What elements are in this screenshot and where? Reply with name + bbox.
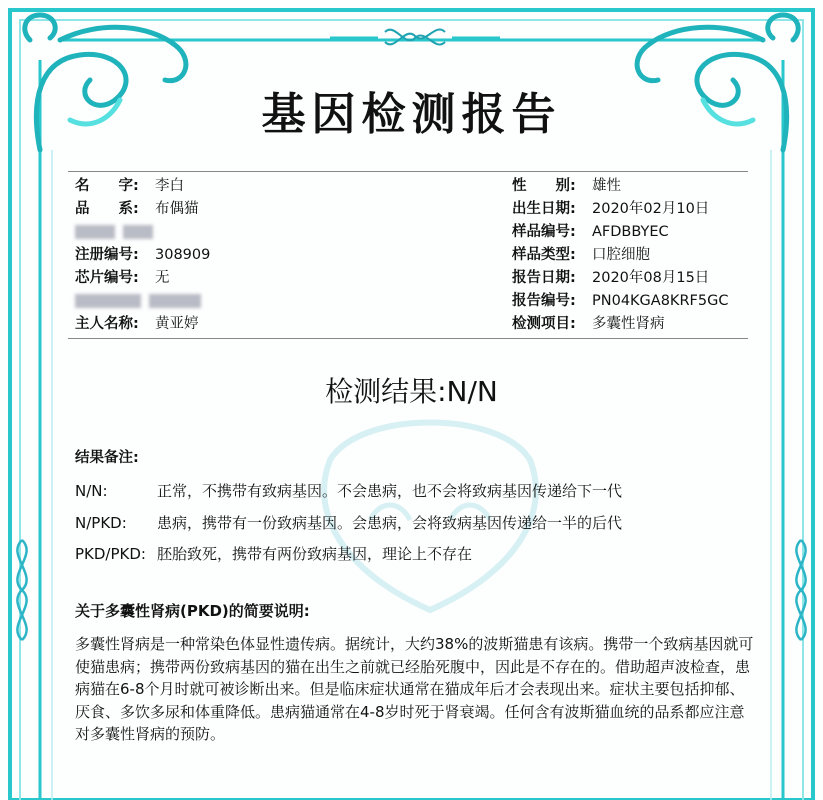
dna-left-icon bbox=[17, 540, 26, 640]
info-row-reg-number: 注册编号: 308909 bbox=[75, 247, 211, 263]
info-row-report-date: 报告日期: 2020年08月15日 bbox=[512, 270, 710, 286]
info-row-sample-number: 样品编号: AFDBBYEC bbox=[512, 224, 669, 240]
info-row-chip-number: 芯片编号: 无 bbox=[75, 270, 170, 286]
info-row-redacted-2 bbox=[75, 290, 210, 313]
description-heading: 关于多囊性肾病(PKD)的简要说明: bbox=[75, 602, 310, 620]
redacted-field bbox=[75, 225, 115, 239]
redacted-field bbox=[75, 294, 141, 308]
divider-bottom bbox=[68, 338, 748, 339]
redacted-value bbox=[123, 225, 153, 239]
test-result: 检测结果:N/N bbox=[325, 375, 498, 408]
dna-top-icon bbox=[330, 30, 500, 45]
info-row-sex: 性 别: 雄性 bbox=[512, 178, 621, 194]
info-row-test-item: 检测项目: 多囊性肾病 bbox=[512, 316, 665, 332]
note-row-npkd: N/PKD: 患病，携带有一份致病基因。会患病，会将致病基因传递给一半的后代 bbox=[75, 514, 623, 532]
dna-right-icon bbox=[796, 540, 805, 640]
redacted-value bbox=[149, 294, 201, 308]
right-info-block bbox=[512, 175, 728, 336]
info-row-redacted-1 bbox=[75, 221, 210, 244]
info-row-name: 名 字: 李白 bbox=[75, 178, 184, 194]
notes-heading: 结果备注: bbox=[75, 450, 139, 466]
info-row-birth-date: 出生日期: 2020年02月10日 bbox=[512, 201, 710, 217]
note-row-pkdpkd: PKD/PKD: 胚胎致死，携带有两份致病基因，理论上不存在 bbox=[75, 545, 473, 563]
info-row-report-number: 报告编号: PN04KGA8KRF5GC bbox=[512, 293, 729, 309]
note-row-nn: N/N: 正常，不携带有致病基因。不会患病，也不会将致病基因传递给下一代 bbox=[75, 482, 623, 500]
description-text: 多囊性肾病是一种常染色体显性遗传病。据统计，大约38%的波斯猫患有该病。携带一个致病基因就可使猫患病；携带两份致病基因的猫在出生之前就已经胎死腹中，因此是不存在的。借助超声波检查，患病猫在6-8个月时就可被诊断出来。但是临床症状通常在猫成年后才会表现出来。症状主要包括抑郁、厌食、多饮多尿和体重降低。患病猫通常在4-8岁时死于肾衰竭。任何含有波斯猫血统的品系都应注意对多囊性肾病的预防。 bbox=[75, 635, 754, 743]
info-row-breed: 品 系: 布偶猫 bbox=[75, 201, 199, 217]
left-info-block bbox=[75, 175, 210, 336]
divider-top bbox=[68, 171, 748, 172]
info-row-owner: 主人名称: 黄亚婷 bbox=[75, 316, 199, 332]
report-title: 基因检测报告 bbox=[261, 89, 562, 140]
info-row-sample-type: 样品类型: 口腔细胞 bbox=[512, 247, 650, 263]
